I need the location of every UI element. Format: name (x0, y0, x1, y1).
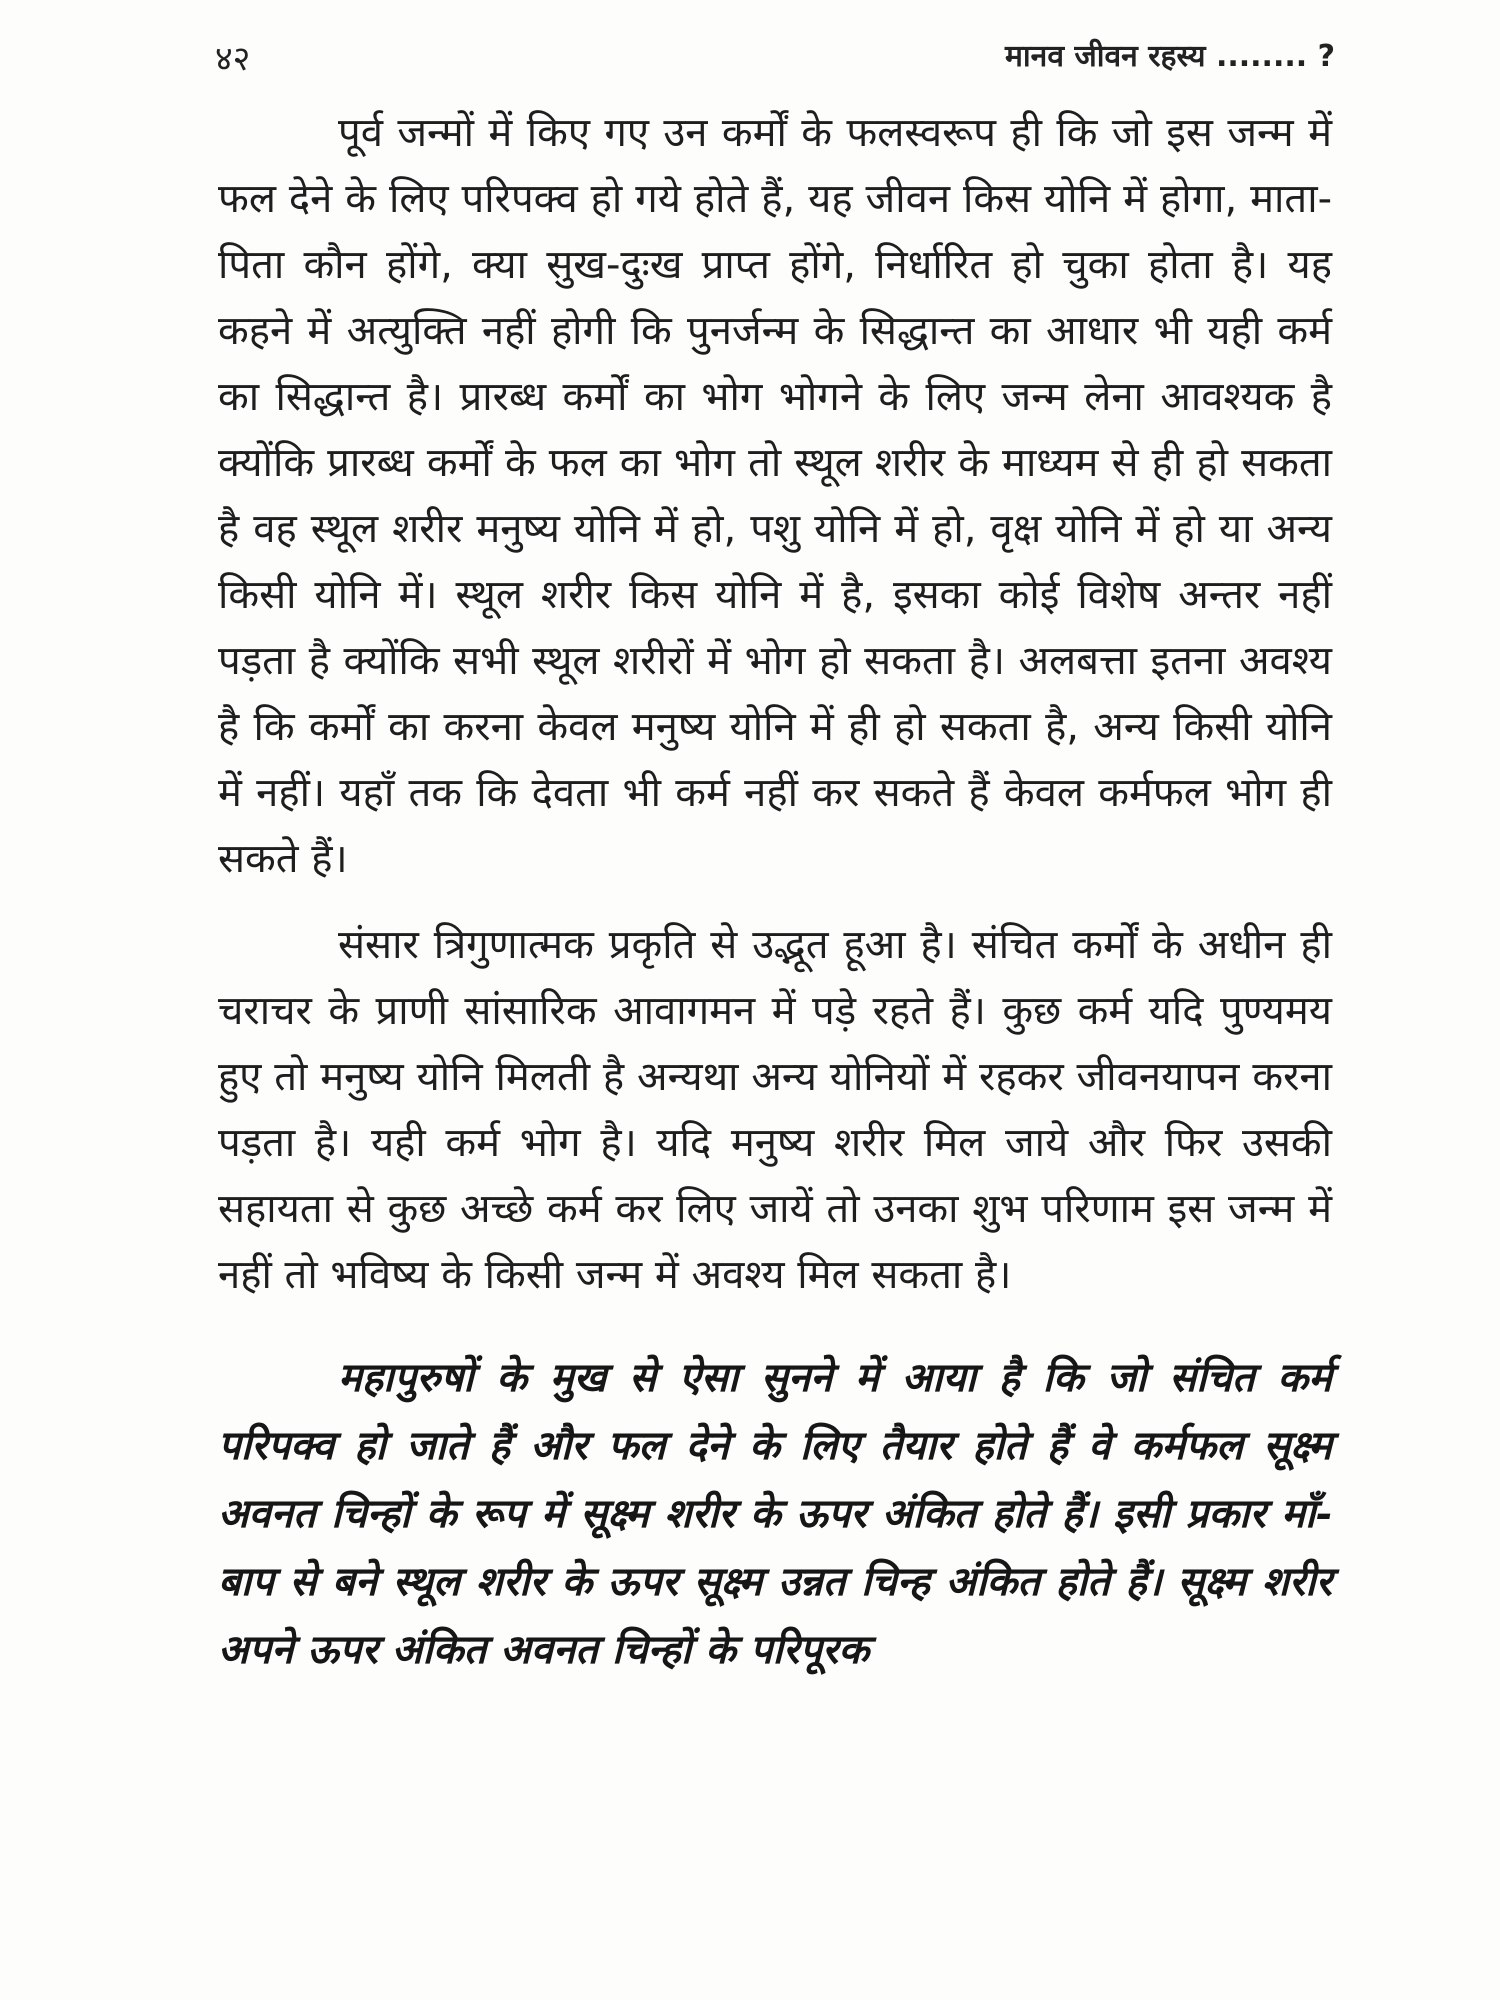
body-text (218, 100, 1332, 1684)
page-number: ४२ (215, 39, 251, 79)
running-title: मानव जीवन रहस्य ........ ? (1004, 39, 1335, 74)
paragraph-1: पूर्व जन्मों में किए गए उन कर्मों के फलस्वरूप ही कि जो इस जन्म में फल देने के लिए परिपक्व हो गये होते हैं, यह जीवन किस योनि में होगा, माता-पिता कौन होंगे, क्या सुख-दुःख प्राप्त होंगे, निर्धारित हो चुका होता है। यह कहने में अत्युक्ति नहीं होगी कि पुनर्जन्म के सिद्धान्त का आधार भी यही कर्म का सिद्धान्त है। प्रारब्ध कर्मों का भोग भोगने के लिए जन्म लेना आवश्यक है क्योंकि प्रारब्ध कर्मों के फल का भोग तो स्थूल शरीर के माध्यम से ही हो सकता है वह स्थूल शरीर मनुष्य योनि में हो, पशु योनि में हो, वृक्ष योनि में हो या अन्य किसी योनि में। स्थूल शरीर किस योनि में है, इसका कोई विशेष अन्तर नहीं पड़ता है क्योंकि सभी स्थूल शरीरों में भोग हो सकता है। अलबत्ता इतना अवश्य है कि कर्मों का करना केवल मनुष्य योनि में ही हो सकता है, अन्य किसी योनि में नहीं। यहाँ तक कि देवता भी कर्म नहीं कर सकते हैं केवल कर्मफल भोग ही सकते हैं। (218, 110, 1332, 882)
paragraph-2: संसार त्रिगुणात्मक प्रकृति से उद्भूत हूआ है। संचित कर्मों के अधीन ही चराचर के प्राणी सांसारिक आवागमन में पड़े रहते हैं। कुछ कर्म यदि पुण्यमय हुए तो मनुष्य योनि मिलती है अन्यथा अन्य योनियों में रहकर जीवनयापन करना पड़ता है। यही कर्म भोग है। यदि मनुष्य शरीर मिल जाये और फिर उसकी सहायता से कुछ अच्छे कर्म कर लिए जायें तो उनका शुभ परिणाम इस जन्म में नहीं तो भविष्य के किसी जन्म में अवश्य मिल सकता है। (218, 922, 1332, 1298)
paragraph-3-bold-italic: महापुरुषों के मुख से ऐसा सुनने में आया है कि जो संचित कर्म परिपक्व हो जाते हैं और फल देने के लिए तैयार होते हैं वे कर्मफल सूक्ष्म अवनत चिन्हों के रूप में सूक्ष्म शरीर के ऊपर अंकित होते हैं। इसी प्रकार माँ-बाप से बने स्थूल शरीर के ऊपर सूक्ष्म उन्नत चिन्ह अंकित होते हैं। सूक्ष्म शरीर अपने ऊपर अंकित अवनत चिन्हों के परिपूरक (218, 1354, 1332, 1673)
page-header (215, 28, 1335, 88)
